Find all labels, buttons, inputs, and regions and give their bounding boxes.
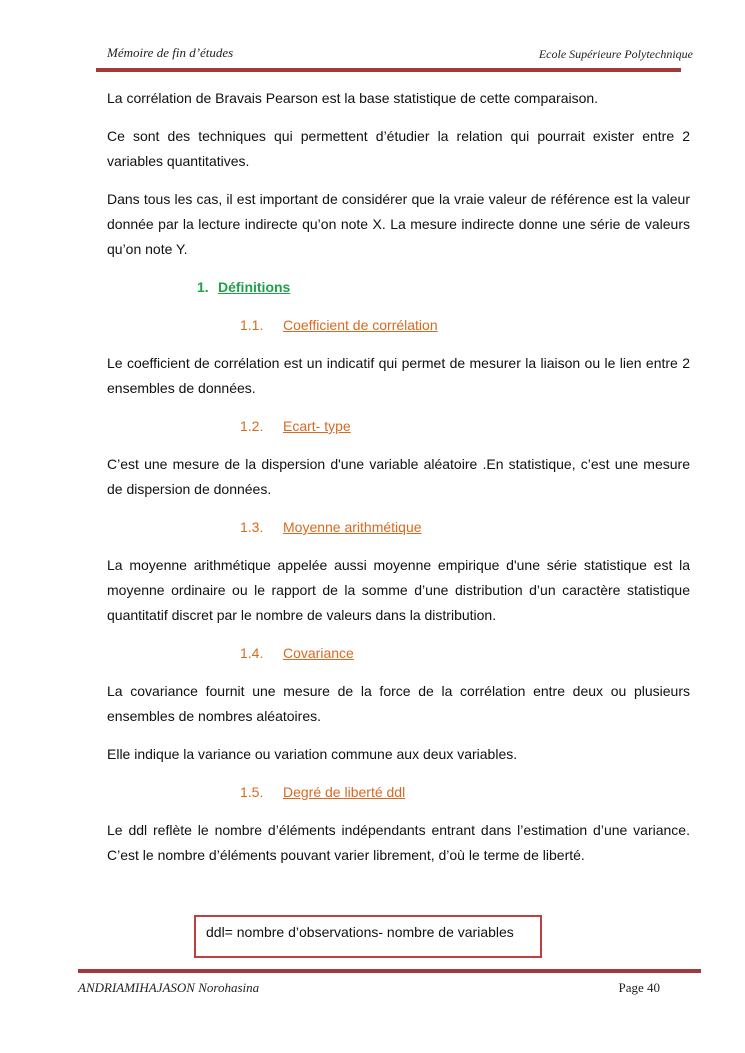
footer-rule [78,969,701,973]
subsection-title: Moyenne arithmétique [283,519,422,535]
paragraph: La corrélation de Bravais Pearson est la base statistique de cette comparaison. [107,90,599,106]
footer-page-number: Page 40 [618,980,660,995]
section-title: Définitions [218,279,291,295]
header-left-title: Mémoire de fin d’études [107,45,234,60]
header-right-title: Ecole Supérieure Polytechnique [538,47,693,61]
footer-author: ANDRIAMIHAJASON Norohasina [78,980,260,995]
subsection-title: Degré de liberté ddl [283,784,406,800]
header-rule [96,68,681,72]
page-body [107,86,690,881]
paragraph: Elle indique la variance ou variation commune aux deux variables. [107,746,518,762]
section-number: 1. [197,279,209,295]
paragraph: Le ddl reflète le nombre d’éléments indépendants entrant dans l’estimation d’une variance. C’est le nombre d’éléments pouvant varier librement, d’où le terme de liberté. [107,822,690,863]
section-heading [197,275,690,300]
subsection-number: 1.3. [240,519,264,535]
subsection-number: 1.1. [240,317,264,333]
subsection-number: 1.5. [240,784,264,800]
subsection-heading [240,313,690,338]
subsection-heading [240,780,690,805]
formula-text: ddl= nombre d’observations- nombre de variables [206,924,514,940]
paragraph: Ce sont des techniques qui permettent d’étudier la relation qui pourrait exister entre 2 variables quantitatives. [107,128,690,169]
subsection-title: Covariance [283,645,354,661]
subsection-heading [240,414,690,439]
paragraph: La moyenne arithmétique appelée aussi moyenne empirique d'une série statistique est la moyenne ordinaire ou le rapport de la somme d’une distribution d’un caractère statistique quantitatif discret par le nombre de valeurs dans la distribution. [107,557,690,623]
formula-box [194,915,542,958]
subsection-heading [240,515,690,540]
subsection-title: Coefficient de corrélation [283,317,438,333]
subsection-heading [240,641,690,666]
paragraph: Dans tous les cas, il est important de considérer que la vraie valeur de référence est la valeur donnée par la lecture indirecte qu’on note X. La mesure indirecte donne une série de valeurs qu’on note Y. [107,191,690,257]
paragraph: C’est une mesure de la dispersion d'une variable aléatoire .En statistique, c’est une mesure de dispersion de données. [107,456,690,497]
paragraph: Le coefficient de corrélation est un indicatif qui permet de mesurer la liaison ou le lien entre 2 ensembles de données. [107,355,690,396]
subsection-title: Ecart- type [283,418,351,434]
subsection-number: 1.2. [240,418,264,434]
paragraph: La covariance fournit une mesure de la force de la corrélation entre deux ou plusieurs ensembles de nombres aléatoires. [107,683,690,724]
subsection-number: 1.4. [240,645,264,661]
